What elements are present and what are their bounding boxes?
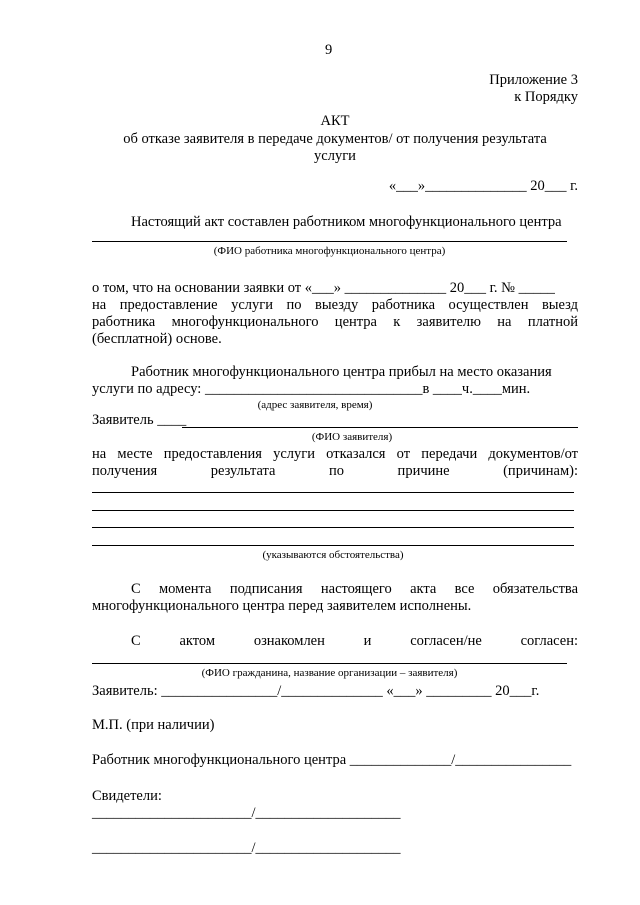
witness-line-2: ______________________/____________________: [92, 840, 401, 856]
refusal-line2: получения результата по причине (причинам):: [92, 463, 578, 479]
basis-line4: (бесплатной) основе.: [92, 331, 222, 347]
caption-applicant: (ФИО заявителя): [311, 431, 393, 443]
arrival-line1: Работник многофункционального центра прибыл на место оказания: [131, 364, 552, 380]
caption-citizen: (ФИО гражданина, название организации – заявителя): [201, 667, 458, 679]
worker-signature-line: Работник многофункционального центра ______________/________________: [92, 752, 572, 768]
date-line: «___»______________ 20___ г.: [388, 178, 578, 194]
reason-line-2: [92, 510, 574, 511]
appendix-label: Приложение 3: [489, 72, 578, 88]
order-label: к Порядку: [514, 89, 578, 105]
obligations-line2: многофункционального центра перед заявителем исполнены.: [92, 598, 472, 614]
citizen-name-line: [92, 663, 567, 664]
act-subtitle-line2: услуги: [314, 148, 356, 164]
act-subtitle-line1: об отказе заявителя в передаче документов/ от получения результата: [123, 131, 547, 147]
arrival-line2: услуги по адресу: ______________________________в ____ч.____мин.: [92, 381, 531, 397]
worker-name-line: [92, 241, 567, 242]
intro-text: Настоящий акт составлен работником многофункционального центра: [131, 214, 562, 230]
stamp-label: М.П. (при наличии): [92, 717, 215, 733]
witnesses-label: Свидетели:: [92, 788, 162, 804]
basis-line1: о том, что на основании заявки от «___» ______________ 20___ г. № _____: [92, 280, 555, 296]
caption-circumstances: (указываются обстоятельства): [262, 549, 404, 561]
basis-line2: на предоставление услуги по выезду работника осуществлен выезд: [92, 297, 578, 313]
caption-worker: (ФИО работника многофункционального центра): [213, 245, 446, 257]
applicant-name-line: [182, 427, 578, 428]
caption-address: (адрес заявителя, время): [257, 399, 373, 411]
basis-line3: работника многофункционального центра к заявителю на платной: [92, 314, 578, 330]
acquainted-text: С актом ознакомлен и согласен/не согласен:: [131, 633, 578, 649]
reason-line-1: [92, 492, 574, 493]
page-number: 9: [325, 42, 333, 58]
reason-line-3: [92, 527, 574, 528]
applicant-label: Заявитель ____: [92, 412, 187, 428]
obligations-line1: С момента подписания настоящего акта все обязательства: [131, 581, 578, 597]
reason-line-4: [92, 545, 574, 546]
witness-line-1: ______________________/____________________: [92, 805, 401, 821]
refusal-line1: на месте предоставления услуги отказался от передачи документов/от: [92, 446, 578, 462]
act-title: АКТ: [320, 113, 350, 129]
applicant-signature-line: Заявитель: ________________/______________ «___» _________ 20___г.: [92, 683, 540, 699]
